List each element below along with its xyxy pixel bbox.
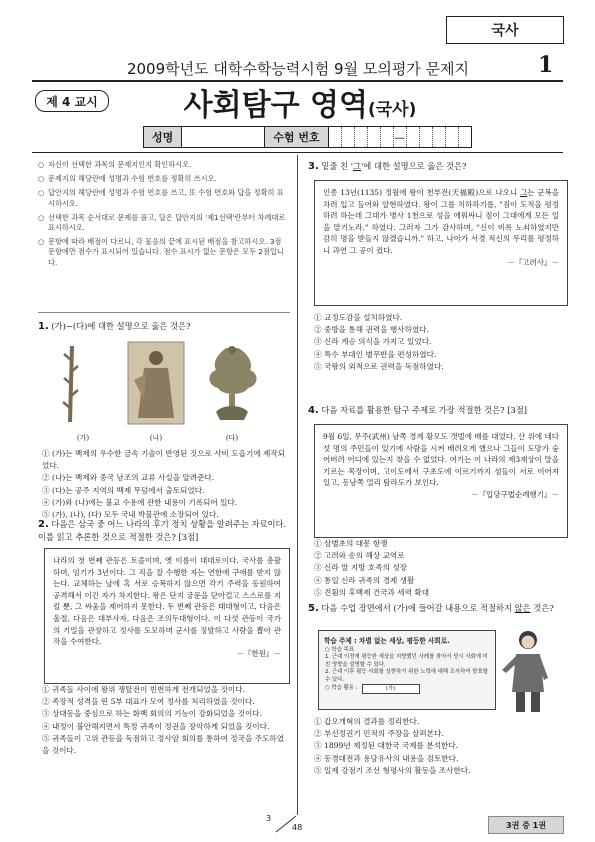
info-rule (32, 152, 563, 153)
q1-option-4[interactable]: ④ (가)와 (나)에는 불교 수용에 관한 내용이 기록되어 있다. (42, 497, 238, 507)
notice-item (38, 160, 290, 170)
notice-item (38, 213, 290, 233)
id-digit-cell[interactable] (368, 127, 381, 147)
q4-source: －『입당구법순례행기』－ (471, 489, 559, 499)
q5-stem-underlined: 않은 (514, 603, 531, 613)
footer-page-total: 48 (292, 823, 303, 832)
envoy-painting-image (128, 342, 184, 424)
q3-passage-underlined: 그 (519, 188, 528, 197)
id-digit-cell[interactable] (446, 127, 459, 147)
q2-option-4[interactable]: ④ 내정이 불안해지면서 특정 귀족이 정권을 장악하게 되었을 것이다. (42, 721, 270, 731)
q2-option-2[interactable]: ② 족장적 성격을 띤 5부 대표가 모여 정사를 처리하였을 것이다. (42, 697, 255, 707)
title-sub: (국사) (367, 100, 417, 120)
q4-passage-box (314, 424, 568, 538)
notice-item (38, 237, 290, 268)
q5-option-4[interactable]: ④ 동경대전과 용담유사의 내용을 검토한다. (314, 753, 459, 763)
q3-options (314, 312, 554, 373)
q1-number: 1. (38, 321, 49, 332)
q5-stem-text-end: 것은? (530, 603, 554, 613)
q1-caption-a: (가) (76, 434, 90, 442)
name-field[interactable] (182, 127, 265, 147)
q5-stem-text: 다음 수업 장면에서 (가)에 들어갈 내용으로 적절하지 (321, 603, 515, 613)
q5-options (314, 716, 554, 777)
q4-options (314, 538, 554, 599)
q3-passage-part: 인종 13년(1135) 정월에 왕이 천부전(天福殿)으로 나오니 (323, 188, 520, 197)
q1-option-5[interactable]: ⑤ (가), (나), (다) 모두 국내 박물관에 소장되어 있다. (42, 510, 219, 520)
q1-options (42, 448, 290, 521)
q3-number: 3. (308, 161, 319, 172)
notice-text: 자신이 선택한 과목의 문제지인지 확인하시오. (48, 160, 192, 169)
examinee-info-row (143, 126, 472, 148)
q5-board-title: 학습 주제 : 차별 없는 세상, 평등한 사회로. (324, 637, 450, 645)
footer-volume-badge (488, 816, 564, 834)
notice-rule (38, 312, 290, 313)
footer-volume-label: 3권 중 1권 (506, 820, 546, 830)
q5-option-5[interactable]: ⑤ 일제 강점기 조선 형평사의 활동을 조사한다. (314, 765, 471, 775)
seven-branched-sword-image (63, 346, 78, 422)
q5-whiteboard (318, 630, 496, 710)
q5-board-line: ○ 학습 활동 : (325, 685, 358, 692)
q5-stem (308, 602, 560, 615)
page-number: 1 (538, 52, 554, 78)
q4-option-4[interactable]: ④ 통일 신라 귀족의 경제 생활 (314, 575, 415, 585)
q5-number: 5. (308, 603, 319, 614)
q3-passage-part: 는 군복을 차려 입고 들어와 알현하였다. 왕이 그를 치하하기를, "짐이 도적을 평정하려 하는데 그대가 병사 1천으로 성을 에워싸니 짐이 그대에게 모든 일을 맡기노라." 하였다. 그러자 그가 감사하며, "신이 비록 노쇠하였지만 감히 명을 받들지 않겠습니까." 하고, 나아가 서경 적신의 무리를 평정하니 과연 그 공이 컸다. (323, 188, 559, 255)
q3-source: －『고려사』－ (507, 257, 559, 267)
period-label: 제 4 교시 (46, 94, 98, 109)
q2-passage-box (44, 548, 290, 684)
q5-board-body (319, 647, 495, 694)
q4-number: 4. (308, 405, 319, 416)
footer-page-fraction (262, 814, 312, 834)
id-digit-cell[interactable] (355, 127, 368, 147)
q5-board-line: 1. 근대 이전에 평등한 세상을 지향했던 사례를 찾아서 당시 사회에 미친 영향을 설명할 수 있다. (325, 654, 488, 668)
notices-list (38, 160, 290, 272)
q3-stem (308, 160, 560, 173)
teacher-icon (494, 626, 554, 714)
subject-label: 국사 (491, 23, 519, 39)
q2-stem-text: 다음은 삼국 중 어느 나라의 후기 정치 상황을 알려주는 자료이다. 이를 읽고 추론한 것으로 적절한 것은? [3점] (38, 519, 287, 542)
notice-bullet: ○ (38, 237, 45, 247)
name-label: 성명 (144, 127, 182, 147)
q3-stem-text: 밑줄 친 ' (321, 161, 354, 171)
id-digit-cell[interactable] (407, 127, 420, 147)
q5-option-3[interactable]: ③ 1899년 제정된 대한국 국제를 분석한다. (314, 741, 459, 751)
q3-option-1[interactable]: ① 교정도감을 설치하였다. (314, 313, 403, 322)
q5-board-activity (325, 684, 489, 694)
id-digit-cell[interactable] (329, 127, 342, 147)
q4-option-5[interactable]: ⑤ 견훤의 후백제 건국과 세력 확대 (314, 587, 430, 597)
q1-option-3[interactable]: ③ (다)는 공주 지역의 백제 무덤에서 출토되었다. (42, 485, 205, 495)
q5-board-blank: (가) (362, 684, 420, 694)
q5-board-line: ○ 학습 목표 (325, 647, 354, 653)
notice-bullet: ○ (38, 188, 45, 198)
notice-text: 문항에 따라 배점이 다르니, 각 물음의 끝에 표시된 배점을 참고하시오. 3점 문항에만 점수가 표시되어 있습니다. 점수 표시가 없는 문항은 모두 2점입니다. (48, 237, 284, 267)
q2-option-1[interactable]: ① 귀족들 사이에 왕위 쟁탈전이 빈번하게 전개되었을 것이다. (42, 685, 245, 694)
notice-text: 선택한 과목 순서대로 문제를 풀고, 답은 답안지의 '제1선택'란부터 차례대로 표시하시오. (48, 212, 286, 233)
period-badge (35, 90, 109, 112)
q5-board-line: 2. 근대 이후 평등 사회를 실현하기 위한 노력에 대해 조사하여 발표할 수 있다. (325, 669, 488, 683)
q1-stem-text: (가)~(다)에 대한 설명으로 옳은 것은? (51, 321, 191, 331)
page-title (120, 80, 480, 124)
column-divider (297, 155, 298, 815)
footer-page-current: 3 (266, 814, 272, 823)
notice-item (38, 174, 290, 184)
id-label: 수험 번호 (265, 127, 328, 147)
q2-number: 2. (38, 519, 49, 530)
notice-text: 답안지의 해당란에 성명과 수험 번호를 쓰고, 또 수험 번호와 답을 정확히 표시하시오. (48, 188, 284, 208)
q1-caption-c: (다) (225, 434, 239, 442)
notice-item (38, 188, 290, 208)
q4-option-3[interactable]: ③ 신라 말 지방 호족의 성장 (314, 563, 408, 573)
id-digit-cell[interactable] (459, 127, 471, 147)
q1-artifacts-illustration (50, 340, 280, 428)
q3-option-4[interactable]: ④ 특수 부대인 별무반을 편성하였다. (314, 349, 437, 359)
id-digit-cell[interactable] (381, 127, 394, 147)
q4-option-1[interactable]: ① 삼별초의 대몽 항쟁 (314, 539, 388, 548)
q2-passage: 나라의 첫 번째 관등은 토졸이며, 옛 이름이 대대로이다. 국사를 총괄하며, 임기가 3년이다. 그 직을 잘 수행한 자는 연한에 구애를 받지 않는다. 교체하는 날에 혹 서로 승복하지 않으면 각기 주력을 동원하여 공격해서 이긴 자가 차지한다. 왕은 단지 궁문을 닫아걸고 스스로를 지킬 뿐, 그 싸움을 제어하지 못한다. 두 번째 관등은 태대형이고, 다음은 울절, 다음은 대부사자, 다음은 조의두대형이다. 이 다섯 관등이 국가의 기밀을 관장하고 정사를 도모하며 군사를 징발하고 사람을 뽑아 관작을 수여한다. (53, 556, 281, 647)
q4-stem (308, 404, 560, 417)
q3-passage (323, 187, 559, 257)
id-digit-cell[interactable] (433, 127, 446, 147)
q1-stem (38, 320, 290, 333)
q3-option-2[interactable]: ② 중방을 통해 권력을 행사하였다. (314, 325, 430, 335)
q3-passage-box (314, 180, 568, 306)
title-main: 사회탐구 영역 (183, 88, 368, 123)
q1-images (50, 340, 280, 428)
notice-bullet: ○ (38, 160, 45, 169)
q4-option-2[interactable]: ② 고려와 송의 해상 교역로 (314, 551, 405, 561)
q3-option-3[interactable]: ③ 신라 계승 의식을 가지고 있었다. (314, 337, 432, 347)
q2-options (42, 684, 290, 757)
q1-caption-b: (나) (149, 434, 163, 442)
q2-option-3[interactable]: ③ 상대등을 중심으로 하는 화백 회의의 기능이 강화되었을 것이다. (42, 709, 263, 719)
q2-source: －『한원』－ (236, 648, 281, 658)
q3-option-5[interactable]: ⑤ 국왕의 외척으로 권력을 독점하였다. (314, 361, 444, 371)
notice-text: 문제지의 해당란에 성명과 수험 번호를 정확히 쓰시오. (48, 174, 217, 184)
q4-passage: 9월 6일, 무주(武州) 남쪽 경계 황모도 갯벌에 배를 대었다. 산 위에 네다섯 명의 주민들이 있기에 사람을 시켜 배려오게 했으나 그들이 도망가 숨어버려 어디에 있는지 찾을 수 없었다. 여기는 이 나라의 제3재상이 말을 기르는 목장이며, 고이도에서 구초도에 이르기까지 섬들이 서로 이어져 있고, 동남쪽 멀리 탐라도가 보인다. (323, 432, 559, 488)
q2-stem (38, 518, 290, 543)
notice-bullet: ○ (38, 212, 45, 222)
q5-option-2[interactable]: ② 부신정권기 민적의 주장을 살펴본다. (314, 729, 444, 739)
q3-stem-text-end: '에 대한 설명으로 옳은 것은? (361, 161, 467, 171)
subject-badge (446, 16, 564, 44)
incense-burner-image (209, 346, 256, 420)
id-dash: — (394, 127, 407, 147)
id-digit-cell[interactable] (342, 127, 355, 147)
notice-bullet: ○ (38, 174, 45, 184)
exam-title: 2009학년도 대학수학능력시험 9월 모의평가 문제지 (126, 60, 470, 78)
q1-option-1[interactable]: ① (가)는 백제의 우수한 금속 기술이 반영된 것으로 사비 도읍기에 제작되었다. (42, 449, 286, 471)
id-digit-cell[interactable] (420, 127, 433, 147)
q3-stem-underlined: 그 (353, 161, 362, 171)
q1-option-2[interactable]: ② (나)는 백제와 중국 남조의 교류 사실을 알려준다. (42, 473, 215, 483)
q2-option-5[interactable]: ⑤ 귀족들이 고위 관등을 독점하고 정사암 회의를 통하여 정국을 주도하였을 것이다. (42, 733, 285, 756)
q5-teacher-illustration (494, 626, 554, 714)
q4-stem-text: 다음 자료를 활용한 탐구 주제로 가장 적절한 것은? [3점] (321, 405, 528, 415)
q5-option-1[interactable]: ① 갑오개혁의 결과를 정리한다. (314, 717, 420, 726)
